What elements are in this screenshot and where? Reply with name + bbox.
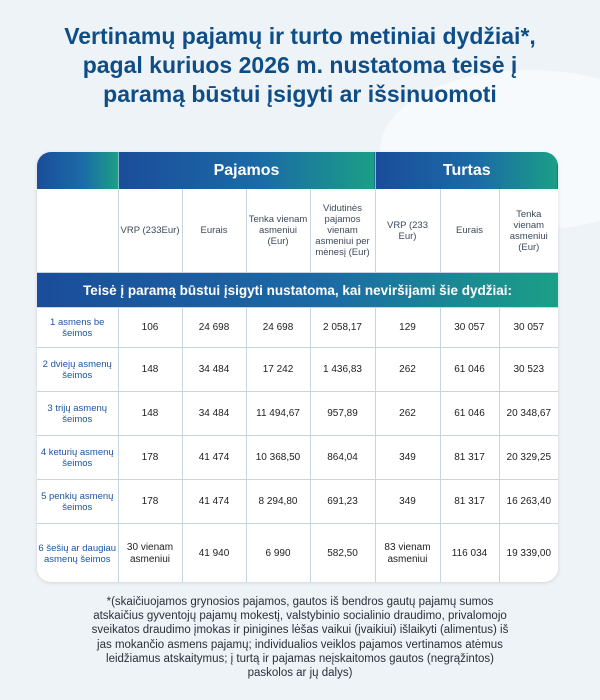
table-cell: 61 046	[440, 392, 499, 436]
row-label: 6 šešių ar daugiau asmenų šeimos	[37, 524, 118, 583]
table-cell: 691,23	[310, 480, 375, 524]
footnote-line: paskolos ar jų dalys)	[247, 667, 353, 680]
table-cell: 262	[375, 392, 440, 436]
table-cell: 24 698	[182, 308, 246, 348]
footnote-line: atskaičius gyventojų pajamų mokestį, valstybinio socialinio draudimo, privalomojo	[93, 610, 507, 623]
table-cell: 30 057	[499, 308, 558, 348]
row-label: 3 trijų asmenų šeimos	[37, 392, 118, 436]
group-header-assets: Turtas	[375, 152, 558, 189]
column-header: Tenka vienam asmeniui (Eur)	[499, 189, 558, 273]
table-cell: 349	[375, 436, 440, 480]
table-cell: 10 368,50	[246, 436, 310, 480]
table-cell: 11 494,67	[246, 392, 310, 436]
table-cell: 83 vienam asmeniui	[375, 524, 440, 583]
table-cell: 148	[118, 348, 182, 392]
table-cell: 1 436,83	[310, 348, 375, 392]
table-cell: 20 329,25	[499, 436, 558, 480]
table-cell: 24 698	[246, 308, 310, 348]
table-cell: 16 263,40	[499, 480, 558, 524]
table-cell: 30 057	[440, 308, 499, 348]
footnote-line: leidžiamus atskaitymus; į turtą ir pajamas neįskaitomos gautos (negrąžintos)	[106, 652, 494, 665]
table-cell: 178	[118, 436, 182, 480]
table-cell: 30 vienam asmeniui	[118, 524, 182, 583]
table-cell: 81 317	[440, 480, 499, 524]
row-label: 5 penkių asmenų šeimos	[37, 480, 118, 524]
title-line: paramą būstui įsigyti ar išsinuomoti	[103, 81, 497, 107]
table-row	[37, 348, 558, 392]
table-cell: 129	[375, 308, 440, 348]
table-cell: 61 046	[440, 348, 499, 392]
table-cell: 864,04	[310, 436, 375, 480]
table-cell: 349	[375, 480, 440, 524]
column-header: VRP (233Eur)	[118, 189, 182, 273]
table-row	[37, 436, 558, 480]
table-cell: 41 940	[182, 524, 246, 583]
table-cell: 262	[375, 348, 440, 392]
title-line: Vertinamų pajamų ir turto metiniai dydžiai*,	[64, 23, 536, 49]
title-line: pagal kuriuos 2026 m. nustatoma teisė į	[82, 52, 518, 78]
column-header: VRP (233 Eur)	[375, 189, 440, 273]
table-cell: 41 474	[182, 480, 246, 524]
footnote	[0, 595, 600, 680]
column-header: Tenka vienam asmeniui (Eur)	[246, 189, 310, 273]
table-cell: 17 242	[246, 348, 310, 392]
section-banner: Teisė į paramą būstui įsigyti nustatoma, kai neviršijami šie dydžiai:	[37, 273, 558, 308]
table-cell: 81 317	[440, 436, 499, 480]
table-cell: 106	[118, 308, 182, 348]
table-cell: 178	[118, 480, 182, 524]
footnote-line: sveikatos draudimo įmokas ir pinigines lėšas vaikui (įvaikiui) išlaikyti (alimentus) iš	[91, 624, 509, 637]
footnote-line: *(skaičiuojamos grynosios pajamos, gautos iš bendros gautų pajamų sumos	[106, 596, 494, 608]
row-label: 1 asmens be šeimos	[37, 308, 118, 348]
table-cell: 6 990	[246, 524, 310, 583]
table-cell: 582,50	[310, 524, 375, 583]
table-cell: 34 484	[182, 348, 246, 392]
group-header-row	[37, 152, 558, 189]
table-cell: 34 484	[182, 392, 246, 436]
column-header: Vidutinės pajamos vienam asmeniui per mėnesį (Eur)	[310, 189, 375, 273]
table-cell: 19 339,00	[499, 524, 558, 583]
table-cell: 2 058,17	[310, 308, 375, 348]
column-header	[37, 189, 118, 273]
table-cell: 30 523	[499, 348, 558, 392]
column-header: Eurais	[182, 189, 246, 273]
footnote-line: jas mokančio asmens pajamų; individualios veiklos pajamos vertinamos atėmus	[97, 638, 503, 651]
table-row	[37, 308, 558, 348]
table-row	[37, 392, 558, 436]
row-label: 4 keturių asmenų šeimos	[37, 436, 118, 480]
table-row	[37, 480, 558, 524]
page-title	[0, 22, 600, 109]
section-banner-row	[37, 273, 558, 308]
table-cell: 116 034	[440, 524, 499, 583]
table-cell: 957,89	[310, 392, 375, 436]
table-cell: 20 348,67	[499, 392, 558, 436]
group-header-empty	[37, 152, 118, 189]
table-cell: 41 474	[182, 436, 246, 480]
thresholds-table	[37, 152, 558, 582]
column-header: Eurais	[440, 189, 499, 273]
table-cell: 148	[118, 392, 182, 436]
table-cell: 8 294,80	[246, 480, 310, 524]
row-label: 2 dviejų asmenų šeimos	[37, 348, 118, 392]
table-row	[37, 524, 558, 583]
group-header-income: Pajamos	[118, 152, 375, 189]
column-header-row	[37, 189, 558, 273]
